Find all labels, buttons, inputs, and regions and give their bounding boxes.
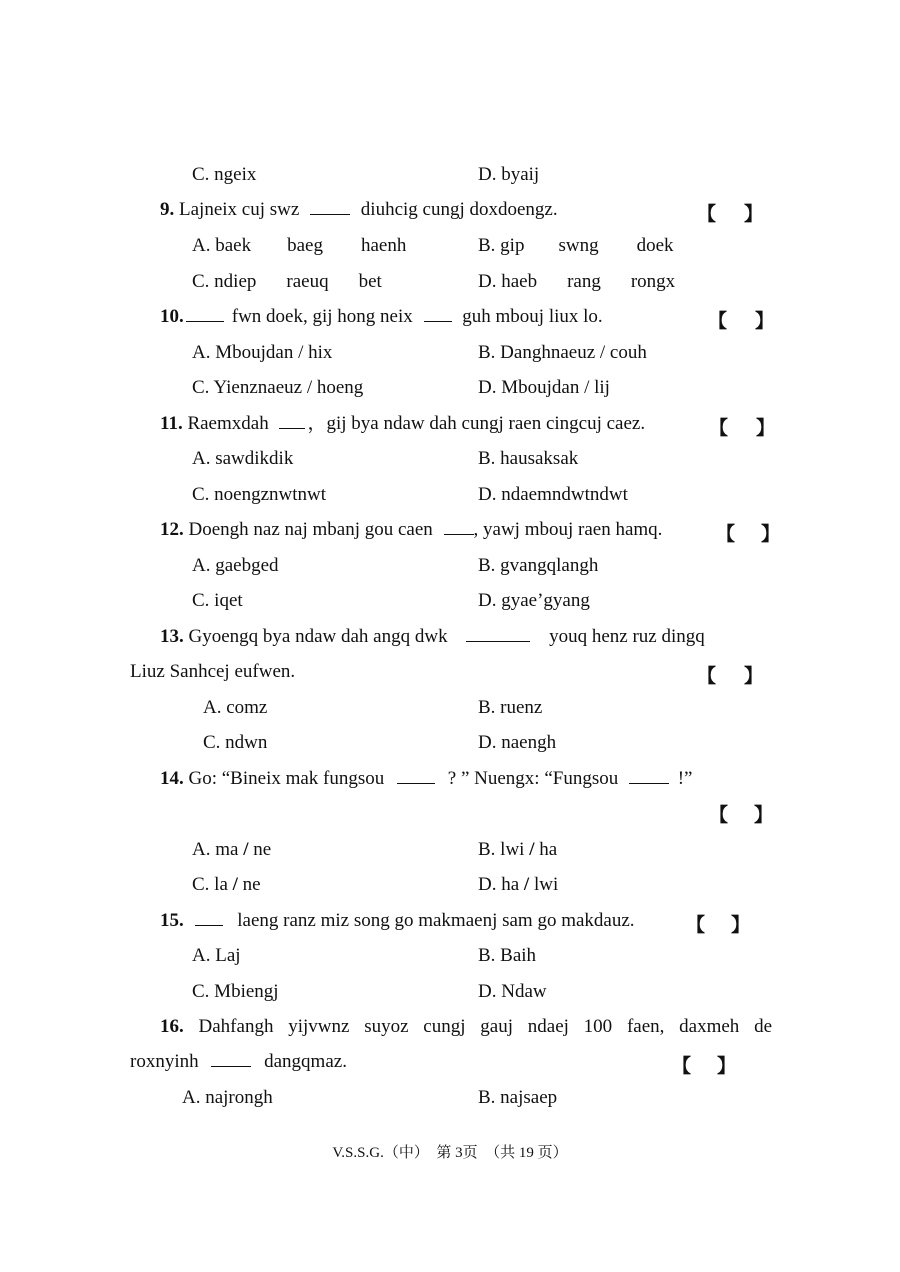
question-15	[160, 910, 635, 932]
answer-blank	[444, 519, 474, 535]
answer-blank	[186, 306, 224, 322]
q14-option-a: A. ma / ne	[192, 839, 272, 860]
q8-option-c: C. ngeix	[192, 164, 257, 185]
answer-blank	[279, 413, 305, 429]
q10-option-b: B. Danghnaeuz / couh	[478, 342, 647, 363]
q10-option-c: C. Yienznaeuz / hoeng	[192, 377, 364, 398]
question-11	[160, 413, 645, 435]
q10-option-a: A. Mboujdan / hix	[192, 342, 333, 363]
answer-blank	[424, 306, 452, 322]
q9-option-d: D. haeb rang rongx	[478, 271, 676, 292]
answer-bracket: 【 】	[686, 915, 751, 936]
answer-blank	[397, 768, 435, 784]
q8-option-d: D. byaij	[478, 164, 540, 185]
answer-bracket: 【 】	[709, 418, 776, 439]
q9-option-b: B. gip swng doek	[478, 235, 674, 256]
question-text: fwn doek, gij hong neix	[231, 306, 413, 327]
question-text: dangqmaz.	[264, 1051, 347, 1072]
answer-blank	[195, 910, 223, 926]
question-text: Go: “Bineix mak fungsou	[188, 768, 385, 789]
question-text: laeng ranz miz song go makmaenj sam go makdauz.	[237, 910, 635, 931]
q12-option-a: A. gaebged	[192, 555, 279, 576]
question-16	[160, 1016, 772, 1038]
question-text: ? ” Nuengx: “Fungsou	[447, 768, 619, 789]
q16-option-a: A. najrongh	[182, 1087, 273, 1108]
question-text: Dahfangh yijvwnz suyoz cungj gauj ndaej 100 faen, daxmeh de	[198, 1016, 773, 1037]
q15-option-d: D. Ndaw	[478, 981, 547, 1002]
answer-bracket: 【 】	[672, 1056, 737, 1077]
question-12	[160, 519, 662, 541]
q11-option-b: B. hausaksak	[478, 448, 579, 469]
q13-option-b: B. ruenz	[478, 697, 543, 718]
q15-option-a: A. Laj	[192, 945, 241, 966]
question-13	[160, 626, 705, 648]
question-text: Doengh naz naj mbanj gou caen	[188, 519, 433, 540]
question-16-line2	[130, 1051, 347, 1073]
q11-option-d: D. ndaemndwtndwt	[478, 484, 628, 505]
question-14	[160, 768, 693, 790]
question-number: 10.	[160, 306, 184, 327]
question-10	[160, 306, 603, 328]
question-text: Lajneix cuj swz	[179, 199, 300, 220]
q12-option-b: B. gvangqlangh	[478, 555, 599, 576]
q15-option-b: B. Baih	[478, 945, 537, 966]
question-text: guh mbouj liux lo.	[462, 306, 603, 327]
question-text: roxnyinh	[130, 1051, 199, 1072]
q14-option-b: B. lwi / ha	[478, 839, 558, 860]
q13-option-d: D. naengh	[478, 732, 557, 753]
answer-blank	[466, 626, 530, 642]
question-text: youq henz ruz dingq	[549, 626, 705, 647]
q12-option-d: D. gyae’gyang	[478, 590, 590, 611]
question-text: diuhcig cungj doxdoengz.	[360, 199, 558, 220]
answer-bracket: 【 】	[716, 524, 781, 545]
question-text: ，gij bya ndaw dah cungj raen cingcuj caez.	[307, 413, 646, 434]
q10-option-d: D. Mboujdan / lij	[478, 377, 610, 398]
q15-option-c: C. Mbiengj	[192, 981, 279, 1002]
question-number: 14.	[160, 768, 184, 789]
question-13-line2: Liuz Sanhcej eufwen.	[130, 661, 296, 682]
question-number: 9.	[160, 199, 175, 220]
q13-option-c: C. ndwn	[203, 732, 268, 753]
q16-option-b: B. najsaep	[478, 1087, 558, 1108]
question-number: 13.	[160, 626, 184, 647]
answer-blank	[211, 1051, 251, 1067]
question-number: 11.	[160, 413, 183, 434]
q13-option-a: A. comz	[203, 697, 268, 718]
q9-option-c: C. ndiep raeuq bet	[192, 271, 382, 292]
answer-bracket: 【 】	[697, 204, 764, 225]
answer-bracket: 【 】	[709, 805, 774, 826]
question-number: 16.	[160, 1016, 184, 1037]
answer-blank	[629, 768, 669, 784]
question-text: !”	[677, 768, 693, 789]
q12-option-c: C. iqet	[192, 590, 243, 611]
question-number: 15.	[160, 910, 184, 931]
q11-option-c: C. noengznwtnwt	[192, 484, 327, 505]
answer-bracket: 【 】	[697, 666, 764, 687]
q14-option-c: C. la / ne	[192, 874, 261, 895]
q11-option-a: A. sawdikdik	[192, 448, 294, 469]
answer-blank	[310, 199, 350, 215]
q14-option-d: D. ha / lwi	[478, 874, 559, 895]
question-text: , yawj mbouj raen hamq.	[473, 519, 663, 540]
question-9	[160, 199, 558, 221]
q9-option-a: A. baek baeg haenh	[192, 235, 407, 256]
page-footer: V.S.S.G.（中） 第 3页 （共 19 页）	[332, 1145, 568, 1161]
question-number: 12.	[160, 519, 184, 540]
question-text: Gyoengq bya ndaw dah angq dwk	[188, 626, 448, 647]
answer-bracket: 【 】	[708, 311, 775, 332]
question-text: Raemxdah	[187, 413, 269, 434]
